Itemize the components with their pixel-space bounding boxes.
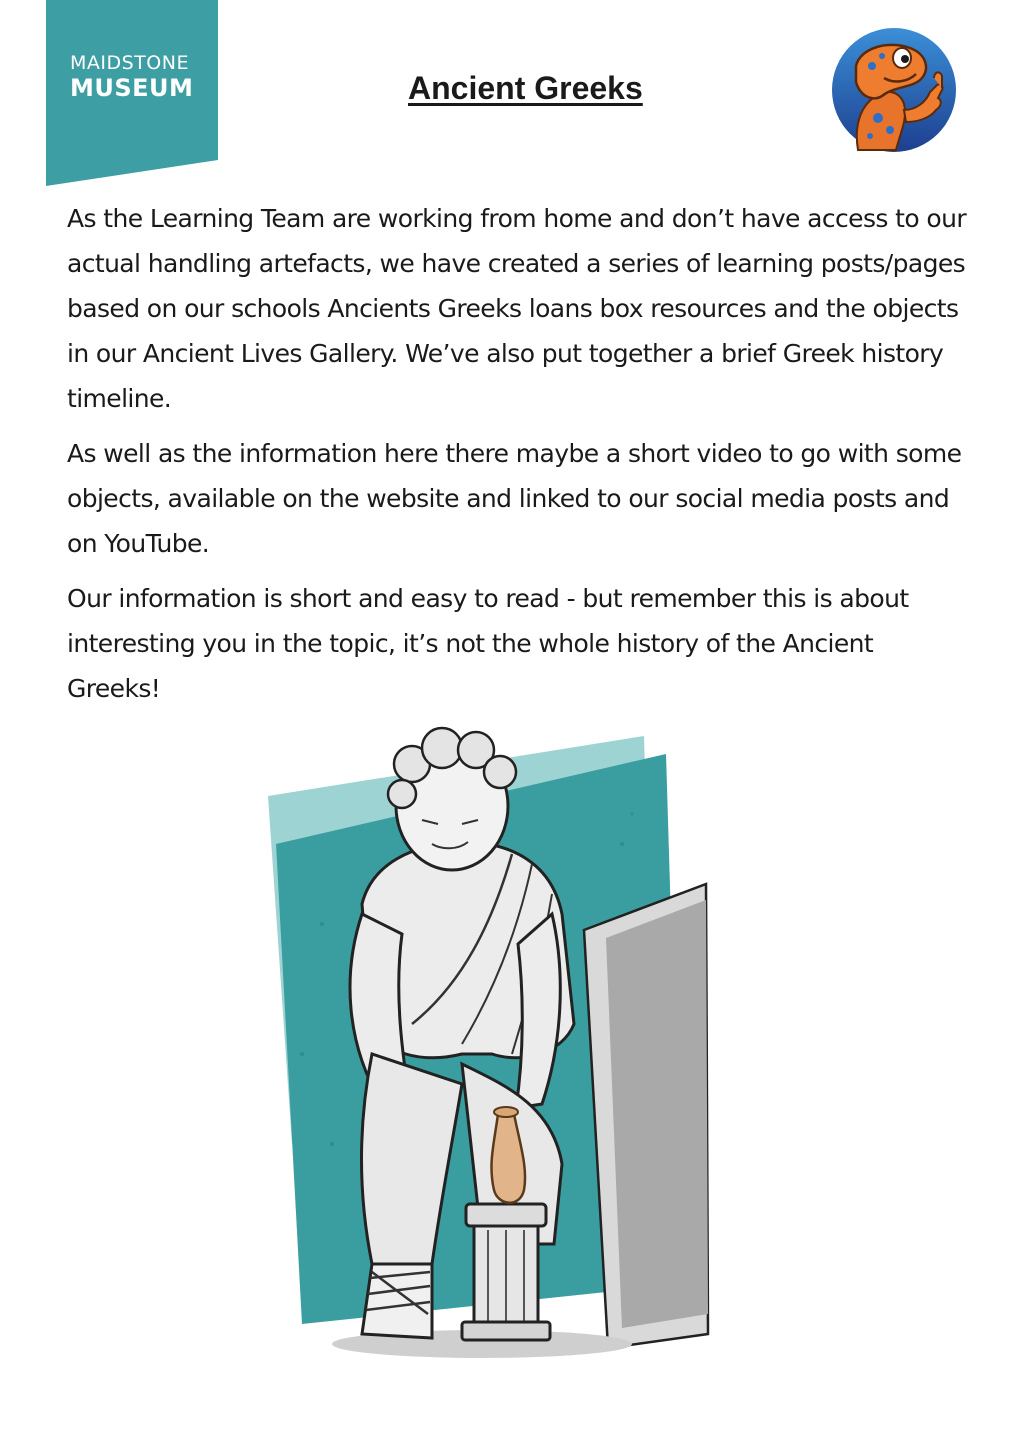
logo-text [70,54,193,100]
museum-logo [46,0,218,186]
paragraph-1: As the Learning Team are working from home and don’t have access to our actual handling artefacts, we have created a series of learning posts/pages based on our schools Ancients Greeks loans box resources and the objects in our Ancient Lives Gallery. We’ve also put together a brief Greek history timeline. [67,204,967,413]
logo-line-maidstone: MAIDSTONE [70,52,189,74]
lizard-mascot-icon [830,26,958,154]
logo-line-museum: MUSEUM [70,74,194,102]
paragraph-2: As well as the information here there maybe a short video to go with some objects, available on the website and linked to our social media posts and on YouTube. [67,439,962,558]
greek-statue-illustration [262,724,722,1374]
page-title: Ancient Greeks [408,70,643,106]
intro-text [67,196,972,721]
paragraph-3: Our information is short and easy to read - but remember this is about interesting you in the topic, it’s not the whole history of the Ancient Greeks! [67,584,909,703]
